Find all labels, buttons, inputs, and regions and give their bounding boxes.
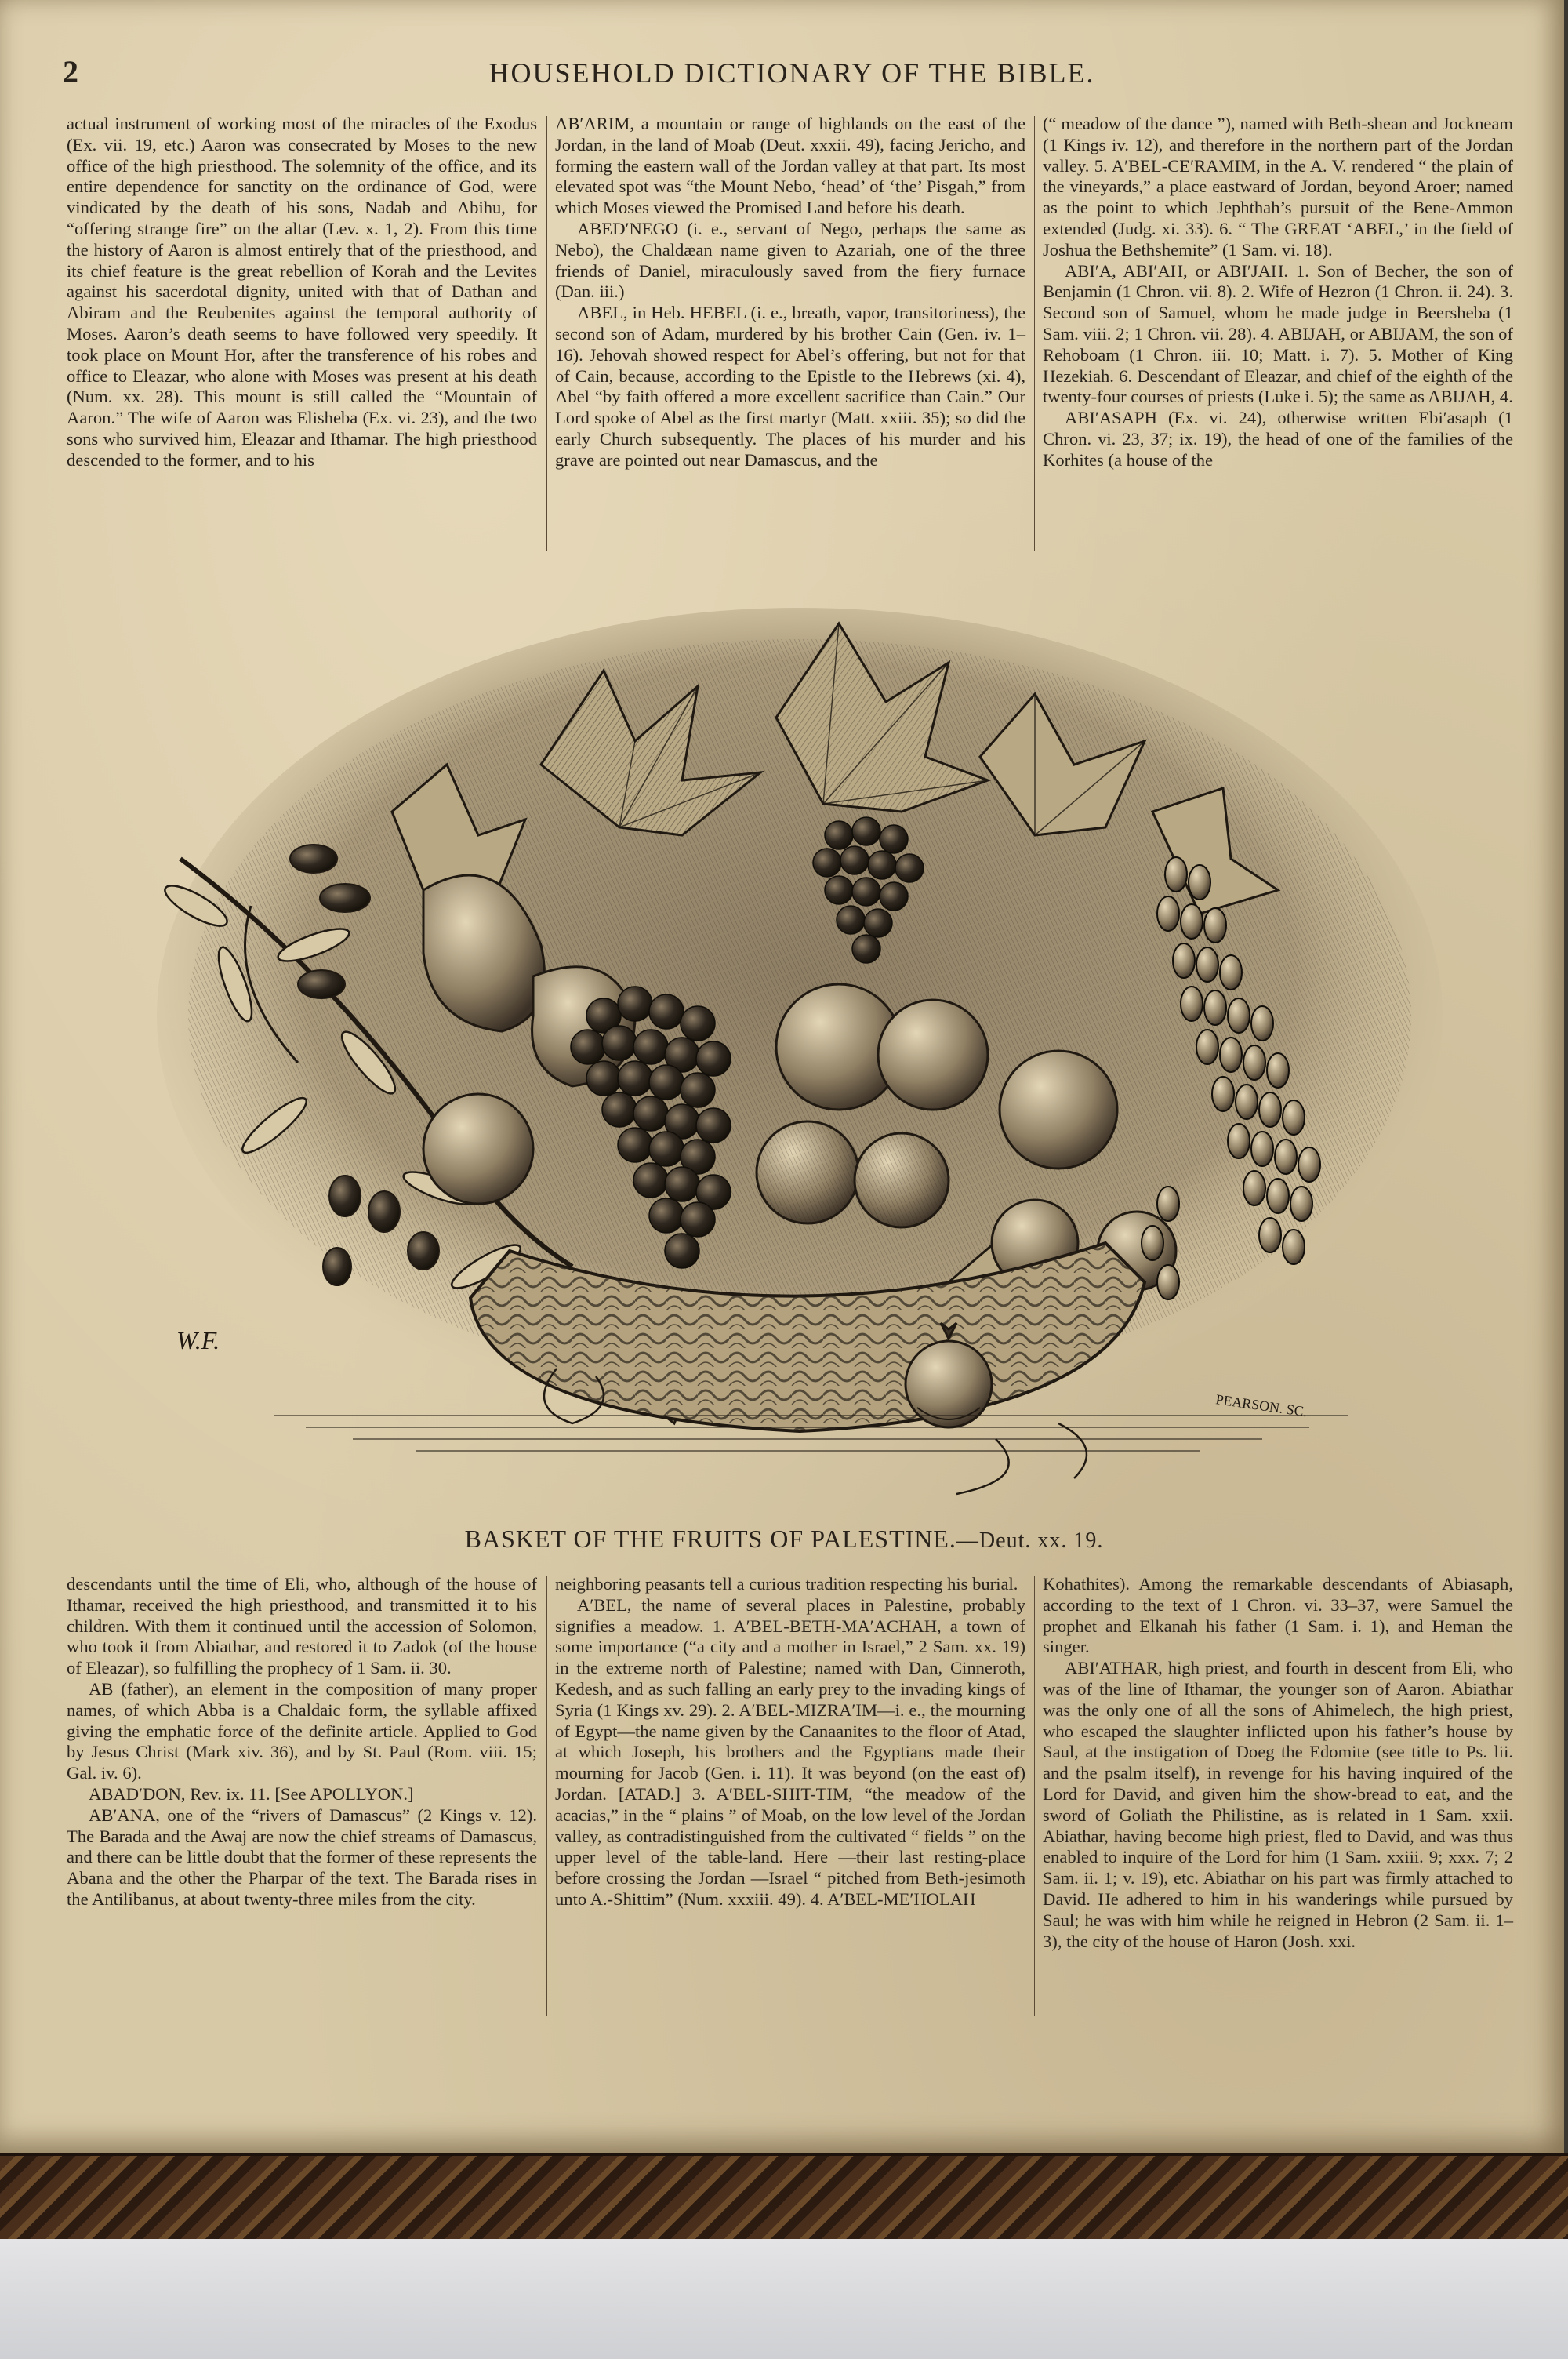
caption-reference: —Deut. xx. 19.: [956, 1528, 1104, 1553]
bottom-column-3: [1043, 1574, 1513, 1952]
entry-abiathar: ABI′ATHAR, high priest, and fourth in descent from Eli, who was of the line of Ithamar, the younger son of Aaron. Abiathar was the only one of all the sons of Ahimelech, the high priest, who escaped the slaughter inflicted upon his father’s house by Saul, at the instigation of Doeg the Edomite (see title to Ps. lii. and the psalm itself), in revenge for his having inquired of the Lord for David, and given him the show-bread to eat, and the sword of Goliath the Philistine, as is related in 1 Sam. xxii. Abiathar, having become high priest, fled to David, and was thus enabled to inquire of the Lord for him (1 Sam. xxiii. 9; xxx. 7; 2 Sam. ii. 1; v. 19), etc. Abiathar on his part was firmly attached to David. He adhered to him in his wanderings while pursued by Saul; he was with him while he reigned in Hebron (2 Sam. ii. 1–3), the city of the house of Haron (Josh. xxi.: [1043, 1658, 1513, 1951]
entry-ab: AB (father), an element in the composition of many proper names, of which Abba is a Chaldaic form, the syllable affixed giving the emphatic force of the definite article. Applied to God by Jesus Christ (Mark xiv. 36), and by St. Paul (Rom. viii. 15; Gal. iv. 6).: [67, 1678, 537, 1783]
paragraph: neighboring peasants tell a curious tradition respecting his burial.: [555, 1574, 1018, 1594]
artist-monogram: W.F.: [176, 1326, 220, 1354]
fruit-basket-engraving: [133, 576, 1466, 1529]
column-rule: [1034, 1576, 1035, 2016]
engraver-signature: PEARSON. SC.: [1214, 1391, 1308, 1420]
column-rule: [546, 116, 547, 551]
top-column-3: [1043, 114, 1513, 471]
paragraph: descendants until the time of Eli, who, although of the house of Ithamar, received the high priesthood, and transmitted it to his children. With them it continued until the accession of Solomon, who took it from Abiathar, and restored it to Zadok (of the house of Eleazar), so fulfilling the prophecy of 1 Sam. ii. 30.: [67, 1574, 537, 1678]
bottom-column-1: [67, 1574, 537, 1910]
entry-abel: ABEL, in Heb. HEBEL (i. e., breath, vapor, transitoriness), the second son of Adam, murdered by his brother Cain (Gen. iv. 1–16). Jehovah showed respect for Abel’s offering, but not for that of Cain, because, according to the Epistle to the Hebrews (xi. 4), Abel “by faith offered a more excellent sacrifice than Cain.” Our Lord spoke of Abel as the first martyr (Matt. xxiii. 35); so did the early Church subsequently. The places of his murder and his grave are pointed out near Damascus, and the: [555, 303, 1025, 470]
entry-abia: ABI′A, ABI′AH, or ABI′JAH. 1. Son of Becher, the son of Benjamin (1 Chron. vii. 8). 2. Wife of Hezron (1 Chron. ii. 24). 3. Second son of Samuel, whom he made judge in Beersheba (1 Sam. viii. 2; 1 Chron. vii. 28). 4. ABIJAH, or ABIJAM, the son of Rehoboam (1 Chron. iii. 10; Matt. i. 7). 5. Mother of King Hezekiah. 6. Descendant of Eleazar, and chief of the eighth of the twenty-four courses of priests (Luke i. 5); the same as ABIJAH, 4.: [1043, 260, 1513, 407]
caption-title: BASKET OF THE FRUITS OF PALESTINE.: [464, 1525, 956, 1553]
entry-abaddon: ABAD′DON, Rev. ix. 11. [See APOLLYON.]: [89, 1783, 414, 1804]
entry-abiasaph: ABI′ASAPH (Ex. vi. 24), otherwise written Ebi′asaph (1 Chron. vi. 23, 37; ix. 19), the head of one of the families of the Korhites (a house of the: [1043, 408, 1513, 470]
paragraph: actual instrument of working most of the miracles of the Exodus (Ex. vii. 19, etc.) Aaron was consecrated by Moses to the new office of the high priesthood. The solemnity of the office, and its entire dependence for sanctity on the ordinance of God, were vindicated by the death of his sons, Nadab and Abihu, for “offering strange fire” on the altar (Lev. x. 1, 2). From this time the history of Aaron is almost entirely that of the priesthood, and its chief feature is the great rebellion of Korah and the Levites against his sacerdotal dignity, united with that of Dathan and Abiram and the Reubenites against the temporal authority of Moses. Aaron’s death seems to have followed very speedily. It took place on Mount Hor, after the transference of his robes and office to Eleazar, who alone with Moses was present at his death (Num. xx. 28). This mount is still called the “Mountain of Aaron.” The wife of Aaron was Elisheba (Ex. vi. 23), and the two sons who survived him, Eleazar and Ithamar. The high priesthood descended to the former, and to his: [67, 114, 537, 470]
entry-abel-places: A′BEL, the name of several places in Palestine, probably signifies a meadow. 1. A′BEL-BETH-MA′ACHAH, a town of some importance (“a city and a mother in Israel,” 2 Sam. xx. 19) in the extreme north of Palestine; named with Dan, Cinneroth, Kedesh, and as such falling an early prey to the invading kings of Syria (1 Kings xv. 29). 2. A′BEL-MIZRA′IM—i. e., the mourning of Egypt—the name given by the Canaanites to the floor of Atad, at which Joseph, his brothers and the Egyptians made their mourning for Jacob (Gen. i. 11). It was beyond (on the east of) Jordan. [ATAD.] 3. A′BEL-SHIT-TIM, “the meadow of the acacias,” in the “ plains ” of Moab, on the low level of the Jordan valley, as contradistinguished from the cultivated “ fields ” on the upper level of the table-land. Here —their last resting-place before crossing the Jordan —Israel “ pitched from Beth-jesimoth unto A.-Shittim” (Num. xxxiii. 49). 4. A′BEL-ME′HOLAH: [555, 1594, 1025, 1909]
top-column-2: [555, 114, 1025, 471]
column-rule: [1034, 116, 1035, 551]
table-surface: [0, 2239, 1568, 2359]
entry-abana: AB′ANA, one of the “rivers of Damascus” (2 Kings v. 12). The Barada and the Awaj are now the chief streams of Damascus, and there can be little doubt that the former of these represents the Abana and the other the Pharpar of the text. The Barada rises in the Antilibanus, at about twenty-three miles from the city.: [67, 1805, 537, 1909]
illustration-caption: [0, 1525, 1568, 1554]
page-header: [63, 53, 1521, 100]
top-column-1: [67, 114, 537, 471]
running-title: HOUSEHOLD DICTIONARY OF THE BIBLE.: [488, 57, 1095, 89]
page-number: 2: [63, 54, 78, 89]
paragraph: (“ meadow of the dance ”), named with Beth-shean and Jockneam (1 Kings iv. 12), and therefore in the northern part of the Jordan valley. 5. A′BEL-CE′RAMIM, in the A. V. rendered “ the plain of the vineyards,” a place eastward of Jordan, beyond Aroer; named as the point to which Jephthah’s pursuit of the Bene-Ammon extended (Judg. xi. 33). 6. “ The GREAT ‘ABEL,’ in the field of Joshua the Bethshemite” (1 Sam. vi. 18).: [1043, 114, 1513, 260]
entry-abednego: ABED′NEGO (i. e., servant of Nego, perhaps the same as Nebo), the Chaldæan name given to Azariah, one of the three friends of Daniel, miraculously saved from the fiery furnace (Dan. iii.): [555, 218, 1025, 302]
column-rule: [546, 1576, 547, 2016]
bottom-column-2: [555, 1574, 1025, 1910]
entry-abarim: AB′ARIM, a mountain or range of highlands on the east of the Jordan, in the land of Moab (Deut. xxxii. 49), facing Jericho, and forming the eastern wall of the Jordan valley at that part. Its most elevated spot was “the Mount Nebo, ‘head’ of ‘the’ Pisgah,” from which Moses viewed the Promised Land before his death.: [555, 114, 1025, 218]
paragraph: Kohathites). Among the remarkable descendants of Abiasaph, according to the text of 1 Chron. vi. 33–37, were Samuel the prophet and Elkanah his father (1 Sam. i. 1), and Heman the singer.: [1043, 1574, 1513, 1657]
book-spine-edge: [0, 2153, 1568, 2242]
